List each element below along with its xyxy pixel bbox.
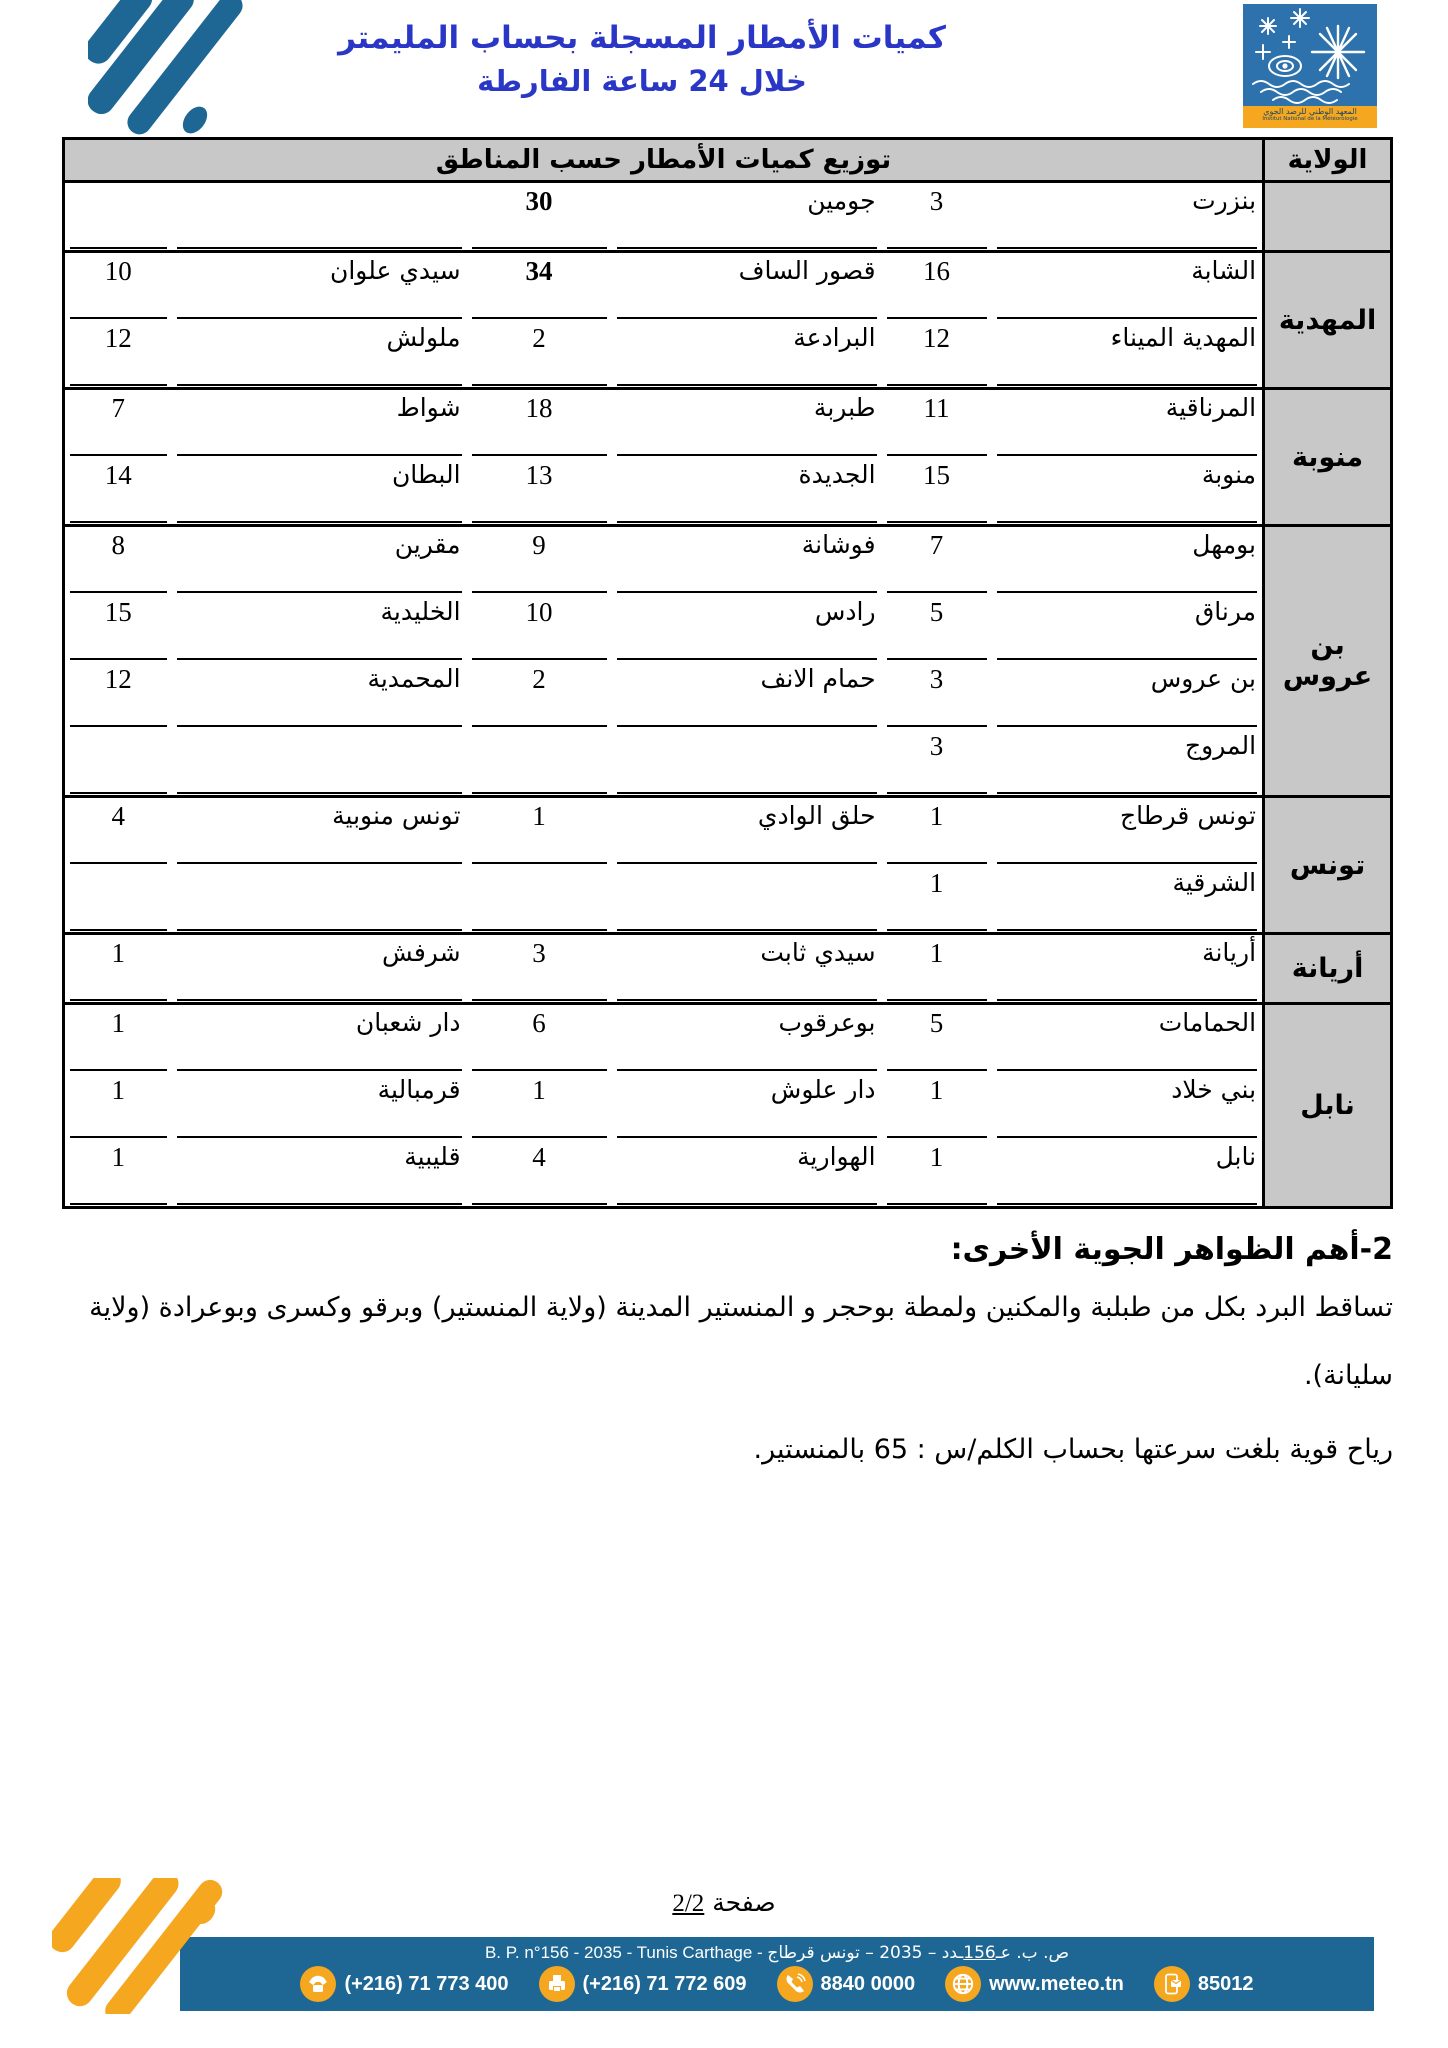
phone-icon — [300, 1966, 336, 2002]
table-row — [64, 526, 1392, 595]
rain-value-mm: 3 — [882, 728, 992, 797]
table-row — [64, 182, 1392, 252]
station-name: حمام الانف — [612, 661, 882, 728]
contact-item — [1154, 1966, 1254, 2002]
station-name: قرمبالية — [172, 1072, 467, 1139]
rain-value-mm: 16 — [882, 252, 992, 321]
rain-value-mm: 15 — [64, 594, 172, 661]
rain-value-mm: 5 — [882, 594, 992, 661]
eye-spiral — [1269, 56, 1301, 76]
rain-value-mm: 6 — [467, 1004, 612, 1073]
column-header-distribution: توزيع كميات الأمطار حسب المناطق — [64, 139, 1264, 182]
rain-value-mm: 1 — [64, 1139, 172, 1208]
rainfall-table — [62, 137, 1393, 1209]
footer-stripes-graphic — [52, 1878, 252, 2014]
title-line-2: خلال 24 ساعة الفارطة — [477, 64, 807, 98]
rain-value-mm: 3 — [467, 934, 612, 1004]
table-row — [64, 1139, 1392, 1208]
station-name: ملولش — [172, 320, 467, 389]
wilaya-cell — [1264, 182, 1392, 252]
station-name: الحمامات — [992, 1004, 1264, 1073]
station-name: الخليدية — [172, 594, 467, 661]
contact-item — [300, 1966, 508, 2002]
table-row — [64, 389, 1392, 458]
hail-paragraph: تساقط البرد بكل من طبلبة والمكنين ولمطة بوحجر و المنستير المدينة (ولاية المنستير) وبرقو وكسرى وبوعرادة (ولاية سليانة). — [89, 1292, 1393, 1391]
title-line-1: كميات الأمطار المسجلة بحساب المليمتر — [338, 20, 946, 56]
station-name: حلق الوادي — [612, 797, 882, 866]
station-name — [612, 865, 882, 934]
station-name: الشرقية — [992, 865, 1264, 934]
station-name: الجديدة — [612, 457, 882, 526]
contact-text: 8840 0000 — [820, 1972, 916, 1995]
wilaya-cell: المهدية — [1264, 252, 1392, 389]
table-row — [64, 797, 1392, 866]
station-name: المرناقية — [992, 389, 1264, 458]
station-name: دار علوش — [612, 1072, 882, 1139]
rain-value-mm: 30 — [467, 182, 612, 252]
rain-value-mm: 5 — [882, 1004, 992, 1073]
waves — [1253, 81, 1349, 103]
rain-value-mm: 2 — [467, 320, 612, 389]
station-name: مرناق — [992, 594, 1264, 661]
table-header-row — [64, 139, 1392, 182]
fax-icon — [539, 1966, 575, 2002]
rain-value-mm — [64, 865, 172, 934]
rain-value-mm: 18 — [467, 389, 612, 458]
rain-value-mm: 12 — [64, 320, 172, 389]
station-name: سيدي ثابت — [612, 934, 882, 1004]
station-name: بوعرقوب — [612, 1004, 882, 1073]
rain-value-mm: 8 — [64, 526, 172, 595]
station-name: بنزرت — [992, 182, 1264, 252]
table-row — [64, 594, 1392, 661]
rain-value-mm: 3 — [882, 661, 992, 728]
big-starburst — [1312, 26, 1364, 78]
rain-value-mm — [64, 728, 172, 797]
rain-value-mm: 1 — [64, 1004, 172, 1073]
station-name: جومين — [612, 182, 882, 252]
inm-logo-caption — [1243, 106, 1377, 128]
station-name: بني خلاد — [992, 1072, 1264, 1139]
rain-value-mm: 1 — [882, 1139, 992, 1208]
rain-value-mm: 4 — [467, 1139, 612, 1208]
station-name: بومهل — [992, 526, 1264, 595]
rain-value-mm: 3 — [882, 182, 992, 252]
station-name: شواط — [172, 389, 467, 458]
rain-value-mm: 7 — [882, 526, 992, 595]
contact-text: www.meteo.tn — [989, 1972, 1124, 1995]
station-name: نابل — [992, 1139, 1264, 1208]
station-name: الشابة — [992, 252, 1264, 321]
rain-value-mm: 1 — [64, 934, 172, 1004]
station-name — [172, 182, 467, 252]
column-header-wilaya: الولاية — [1264, 139, 1392, 182]
snowflakes-waves-graphic — [1243, 4, 1377, 106]
table-row — [64, 865, 1392, 934]
contact-text: (+216) 71 773 400 — [344, 1972, 509, 1995]
wilaya-cell: منوبة — [1264, 389, 1392, 526]
inm-name-french: Institut National de la Météorologie — [1262, 115, 1358, 122]
rain-value-mm: 12 — [882, 320, 992, 389]
rain-value-mm — [467, 865, 612, 934]
station-name: منوبة — [992, 457, 1264, 526]
rain-value-mm: 1 — [467, 797, 612, 866]
station-name: سيدي علوان — [172, 252, 467, 321]
section2-heading: 2-أهم الظواهر الجوية الأخرى: — [950, 1232, 1393, 1267]
station-name: البرادعة — [612, 320, 882, 389]
wind-paragraph: رياح قوية بلغت سرعتها بحساب الكلم/س : 65 بالمنستير. — [753, 1434, 1393, 1465]
station-name: أريانة — [992, 934, 1264, 1004]
footer-stripes-logo — [52, 1878, 252, 2014]
wilaya-cell: تونس — [1264, 797, 1392, 934]
footer-bar — [180, 1937, 1374, 2011]
rain-value-mm: 4 — [64, 797, 172, 866]
inm-logo — [1243, 4, 1377, 130]
station-name — [172, 865, 467, 934]
station-name: تونس منوبية — [172, 797, 467, 866]
station-name — [172, 728, 467, 797]
table-row — [64, 1004, 1392, 1073]
contact-item — [539, 1966, 747, 2002]
rain-value-mm: 1 — [467, 1072, 612, 1139]
table-row — [64, 457, 1392, 526]
rain-value-mm — [64, 182, 172, 252]
inm-logo-artwork — [1243, 4, 1377, 106]
globe-icon — [945, 1966, 981, 2002]
rain-value-mm: 34 — [467, 252, 612, 321]
sparkle — [1260, 18, 1276, 34]
rain-value-mm: 1 — [882, 1072, 992, 1139]
station-name: دار شعبان — [172, 1004, 467, 1073]
station-name: الهوارية — [612, 1139, 882, 1208]
wilaya-cell: نابل — [1264, 1004, 1392, 1208]
rain-value-mm: 10 — [64, 252, 172, 321]
station-name: المهدية الميناء — [992, 320, 1264, 389]
table-row — [64, 320, 1392, 389]
contact-text: 85012 — [1197, 1972, 1254, 1995]
rain-value-mm: 13 — [467, 457, 612, 526]
station-name: رادس — [612, 594, 882, 661]
contact-item — [777, 1966, 916, 2002]
rain-value-mm: 1 — [882, 865, 992, 934]
station-name — [612, 728, 882, 797]
wilaya-cell: بن عروس — [1264, 526, 1392, 797]
station-name: شرفش — [172, 934, 467, 1004]
sparkle — [1291, 9, 1309, 27]
table-row — [64, 728, 1392, 797]
rain-value-mm: 12 — [64, 661, 172, 728]
rain-value-mm — [467, 728, 612, 797]
rain-value-mm: 1 — [64, 1072, 172, 1139]
rain-value-mm: 2 — [467, 661, 612, 728]
station-name: طبربة — [612, 389, 882, 458]
station-name: المحمدية — [172, 661, 467, 728]
address-latin: B. P. n°156 - 2035 - Tunis Carthage - — [484, 1943, 768, 1962]
rain-value-mm: 15 — [882, 457, 992, 526]
station-name: تونس قرطاج — [992, 797, 1264, 866]
rain-value-mm: 9 — [467, 526, 612, 595]
contact-item — [945, 1966, 1124, 2002]
footer-address — [180, 1943, 1374, 1963]
page-word: صفحة — [712, 1888, 776, 1917]
table-row — [64, 661, 1392, 728]
call-icon — [777, 1966, 813, 2002]
footer-contacts — [180, 1966, 1374, 2002]
station-name: فوشانة — [612, 526, 882, 595]
station-name: قصور الساف — [612, 252, 882, 321]
station-name: مقرين — [172, 526, 467, 595]
sparkle — [1283, 36, 1295, 48]
station-name: قليبية — [172, 1139, 467, 1208]
rain-value-mm: 14 — [64, 457, 172, 526]
table-row — [64, 934, 1392, 1004]
page-number-value: 2/2 — [672, 1890, 705, 1917]
table-row — [64, 252, 1392, 321]
station-name: البطان — [172, 457, 467, 526]
wilaya-cell: أريانة — [1264, 934, 1392, 1004]
table-row — [64, 1072, 1392, 1139]
contact-text: (+216) 71 772 609 — [582, 1972, 747, 1995]
station-name: المروج — [992, 728, 1264, 797]
address-arabic: ص. ب. عـ156ـدد – 2035 – تونس قرطاج — [767, 1943, 1070, 1963]
rain-value-mm: 11 — [882, 389, 992, 458]
rain-value-mm: 1 — [882, 934, 992, 1004]
document-title — [62, 16, 1222, 102]
sparkle — [1256, 45, 1270, 59]
rain-value-mm: 7 — [64, 389, 172, 458]
sms-icon — [1154, 1966, 1190, 2002]
station-name: بن عروس — [992, 661, 1264, 728]
rain-value-mm: 10 — [467, 594, 612, 661]
inm-name-arabic: المعهد الوطني للرصد الجوي — [1263, 107, 1357, 116]
rain-value-mm: 1 — [882, 797, 992, 866]
